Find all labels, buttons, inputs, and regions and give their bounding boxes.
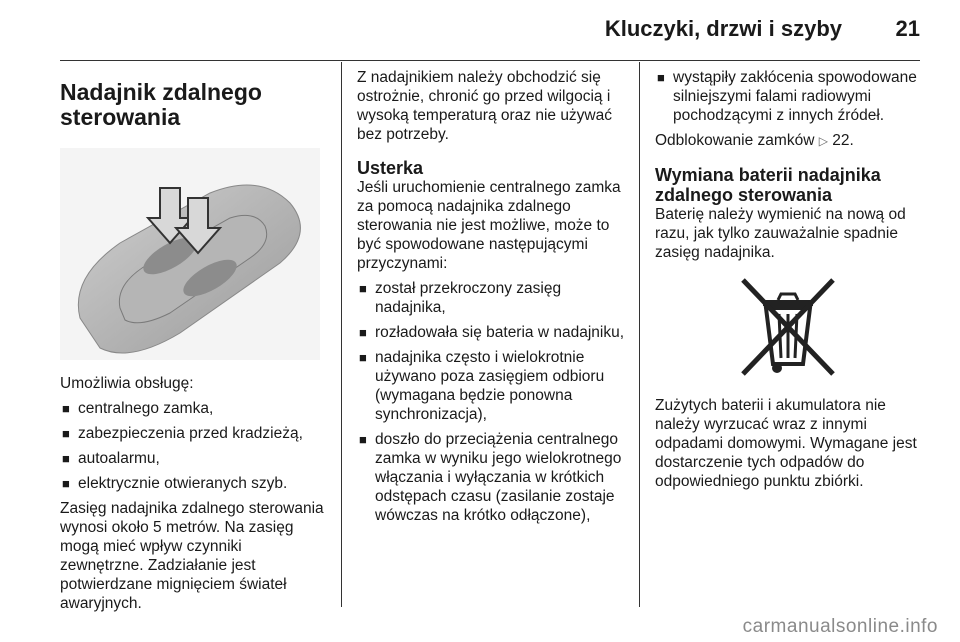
list-item: ■ nadajnika często i wielokrotnie używano poza zasięgiem odbioru (wymagana będzie ponowna synchronizacja), (359, 349, 605, 423)
list-item: ■ został przekroczony zasięg nadajnika, (359, 280, 562, 316)
reference-arrow-icon: ▷ (818, 134, 828, 148)
list-item: ■ rozładowała się bateria w nadajniku, (359, 324, 625, 341)
list-item: ■ zabezpieczenia przed kradzieżą, (62, 425, 303, 442)
list-item: ■ autoalarmu, (62, 450, 160, 467)
column-3 (655, 68, 921, 497)
page-heading: Nadajnik zdalnego sterowania (60, 79, 262, 130)
page-link[interactable]: 22. (832, 132, 854, 149)
bullet-icon: ■ (62, 426, 70, 441)
column-divider-2 (639, 62, 640, 607)
causes-list-continued (655, 68, 921, 125)
causes-list (357, 279, 629, 525)
page-number: 21 (895, 16, 920, 41)
bullet-icon: ■ (359, 350, 367, 365)
watermark: carmanualsonline.info (742, 616, 938, 637)
care-paragraph: Z nadajnikiem należy obchodzić się ostrożnie, chronić go przed wilgocią i wysoką temperaturą oraz nie używać bez potrzeby. (357, 69, 613, 143)
bullet-icon: ■ (359, 281, 367, 296)
battery-heading: Wymiana baterii nadajnika zdalnego sterowania (655, 165, 881, 205)
enables-intro: Umożliwia obsługę: (60, 375, 194, 392)
range-paragraph: Zasięg nadajnika zdalnego sterowania wynosi około 5 metrów. Na zasięg mogą mieć wpływ czynniki zewnętrzne. Zadziałanie jest potwierdzane mignięciem świateł awaryjnych. (60, 500, 324, 612)
fault-heading: Usterka (357, 158, 424, 178)
column-2 (357, 68, 629, 531)
page-header (0, 0, 960, 62)
remote-key-illustration (60, 148, 320, 360)
list-item: ■ wystąpiły zakłócenia spowodowane silniejszymi falami radiowymi pochodzącymi z innych źródeł. (657, 69, 917, 124)
list-item: ■ doszło do przeciążenia centralnego zamka w wyniku jego wielokrotnego włączania i wyłączania w krótkich odstępach czasu (zasilanie zostaje wówczas na krótko odłączone), (359, 431, 622, 524)
bullet-icon: ■ (62, 401, 70, 416)
fault-paragraph: Jeśli uruchomienie centralnego zamka za pomocą nadajnika zdalnego sterowania nie jest możliwe, może to być spowodowane następującymi przyczynami: (357, 179, 621, 272)
disposal-paragraph: Zużytych baterii i akumulatora nie należy wyrzucać wraz z innymi odpadami domowymi. Wymagane jest dostarczenie tych odpadów do odpowiedniego punktu zbiórki. (655, 397, 917, 490)
section-title: Kluczyki, drzwi i szyby (604, 16, 842, 41)
battery-paragraph: Baterię należy wymienić na nową od razu, jak tylko zauważalnie spadnie zasięg nadajnika. (655, 206, 906, 261)
bullet-icon: ■ (657, 70, 665, 85)
column-1 (60, 68, 328, 619)
feature-list (60, 399, 328, 493)
unlock-reference[interactable]: Odblokowanie zamków ▷ 22. (655, 132, 854, 149)
list-item: ■ elektrycznie otwieranych szyb. (62, 475, 288, 492)
bullet-icon: ■ (62, 476, 70, 491)
bullet-icon: ■ (62, 451, 70, 466)
header-divider (60, 60, 920, 61)
bullet-icon: ■ (359, 432, 367, 447)
crossed-bin-icon (655, 272, 921, 382)
column-divider-1 (341, 62, 342, 607)
list-item: ■ centralnego zamka, (62, 400, 214, 417)
bullet-icon: ■ (359, 325, 367, 340)
